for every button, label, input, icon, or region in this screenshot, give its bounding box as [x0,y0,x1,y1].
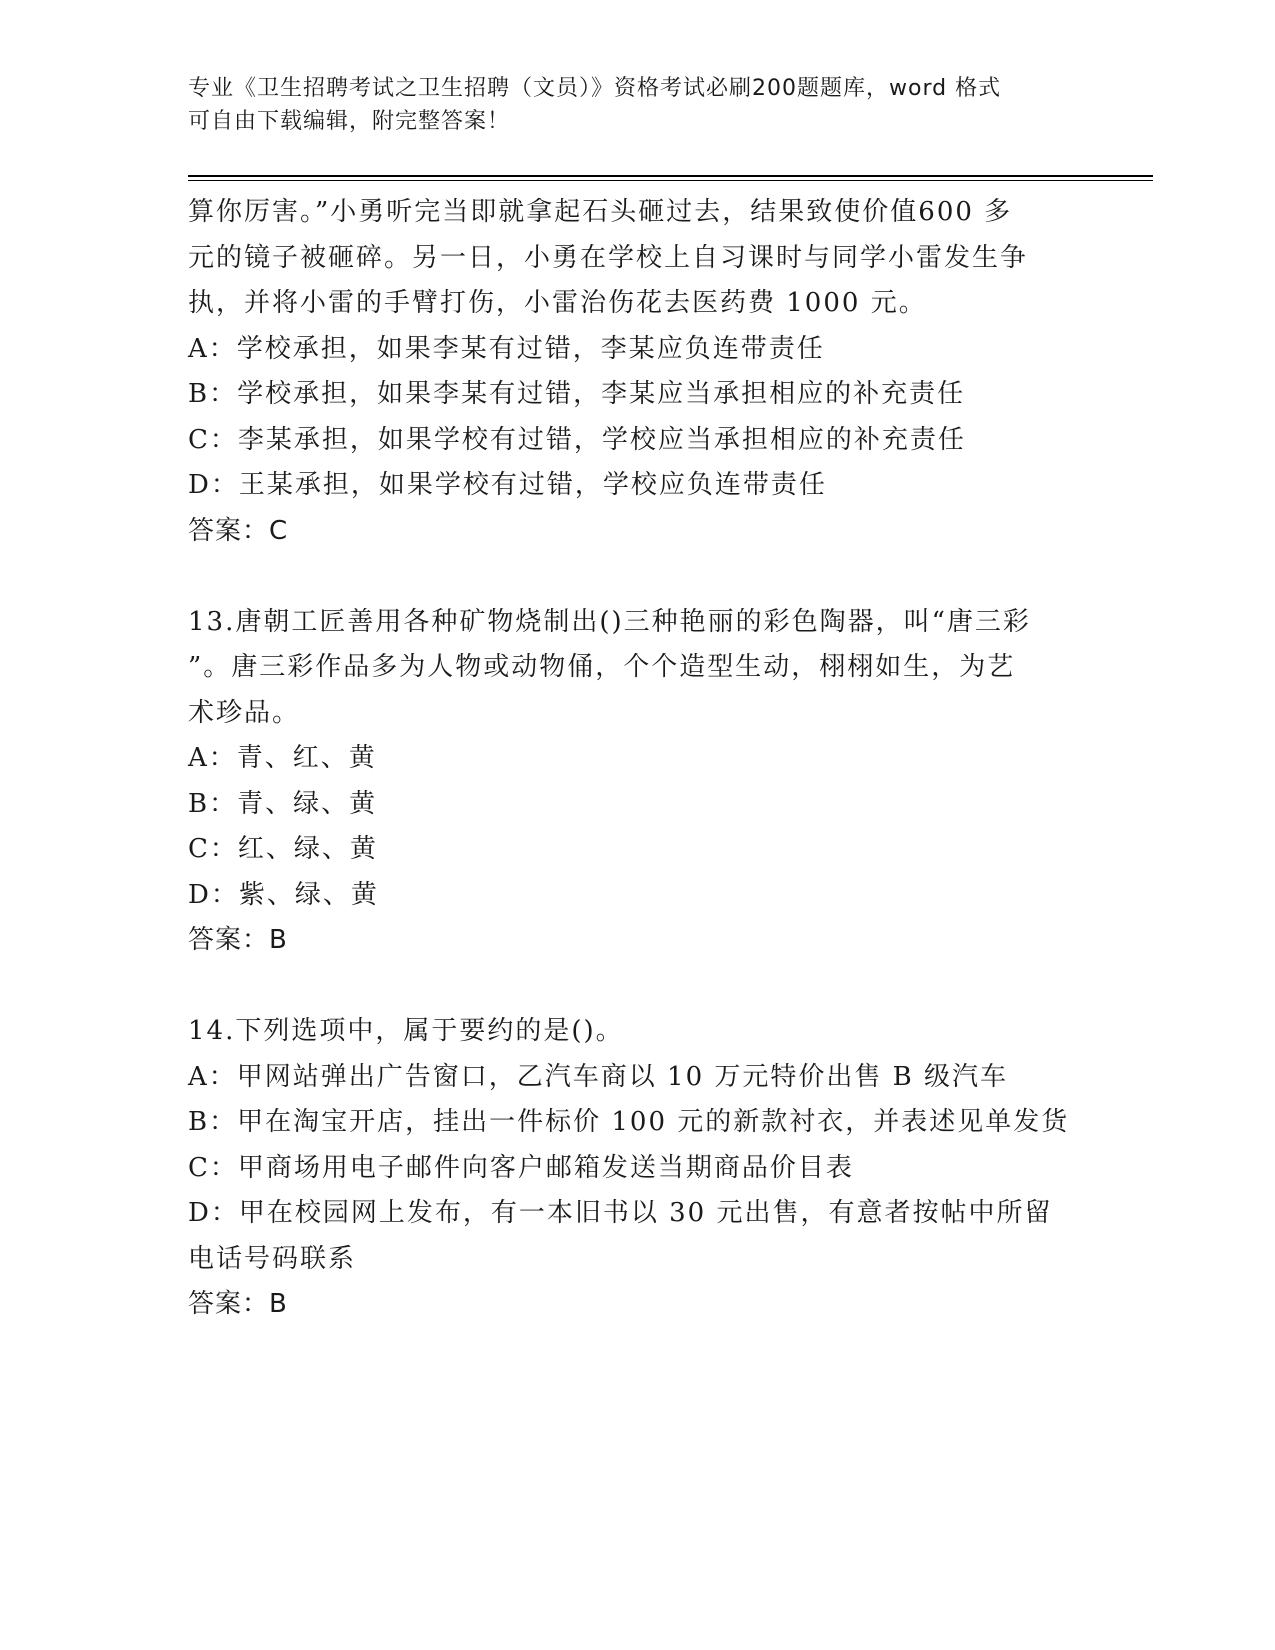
question-14 [188,1009,1088,1328]
question-12 [188,190,1088,554]
question-stem-line: ”。唐三彩作品多为人物或动物俑，个个造型生动，栩栩如生，为艺 [188,652,1016,682]
question-stem-line: 13.唐朝工匠善用各种矿物烧制出()三种艳丽的彩色陶器，叫“唐三彩 [188,606,1031,637]
option-c: C：甲商场用电子邮件向客户邮箱发送当期商品价目表 [188,1152,854,1183]
question-stem-line: 14.下列选项中，属于要约的是()。 [188,1016,624,1046]
question-stem-line: 执，并将小雷的手臂打伤，小雷治伤花去医药费 1000 元。 [188,288,927,318]
answer: 答案：C [188,515,289,546]
header-rule-thick [188,175,1153,177]
option-d: D：王某承担，如果学校有过错，学校应负连带责任 [188,470,827,500]
option-a: A：青、红、黄 [188,743,377,773]
header-line-2: 可自由下载编辑，附完整答案！ [188,109,511,134]
option-c: C：李某承担，如果学校有过错，学校应当承担相应的补充责任 [188,424,966,455]
option-b: B：学校承担，如果李某有过错，李某应当承担相应的补充责任 [188,379,966,409]
answer: 答案：B [188,1289,288,1319]
answer: 答案：B [188,925,288,955]
option-a: A：甲网站弹出广告窗口，乙汽车商以 10 万元特价出售 B 级汽车 [188,1061,1009,1092]
spacer [188,554,1088,600]
option-c: C：红、绿、黄 [188,834,378,864]
question-stem-line: 术珍品。 [188,697,301,728]
option-a: A：学校承担，如果李某有过错，李某应负连带责任 [188,333,825,364]
option-d: D：甲在校园网上发布，有一本旧书以 30 元出售，有意者按帖中所留 [188,1198,1053,1228]
option-b: B：青、绿、黄 [188,788,378,819]
document-body [188,190,1088,1328]
option-d: D：紫、绿、黄 [188,879,379,910]
question-13 [188,600,1088,964]
header-line-1: 专业《卫生招聘考试之卫生招聘（文员）》资格考试必刷200题题库，word 格式 [188,76,1002,101]
option-d-continuation: 电话号码联系 [188,1243,357,1274]
question-stem-line: 算你厉害。”小勇听完当即就拿起石头砸过去，结果致使价值600 多 [188,197,1013,227]
question-stem-line: 元的镜子被砸碎。另一日，小勇在学校上自习课时与同学小雷发生争 [188,242,1029,273]
option-b: B：甲在淘宝开店，挂出一件标价 100 元的新款衬衣，并表述见单发货 [188,1107,1070,1137]
document-header [188,72,1088,138]
spacer [188,964,1088,1010]
header-rule-thin [188,180,1153,181]
